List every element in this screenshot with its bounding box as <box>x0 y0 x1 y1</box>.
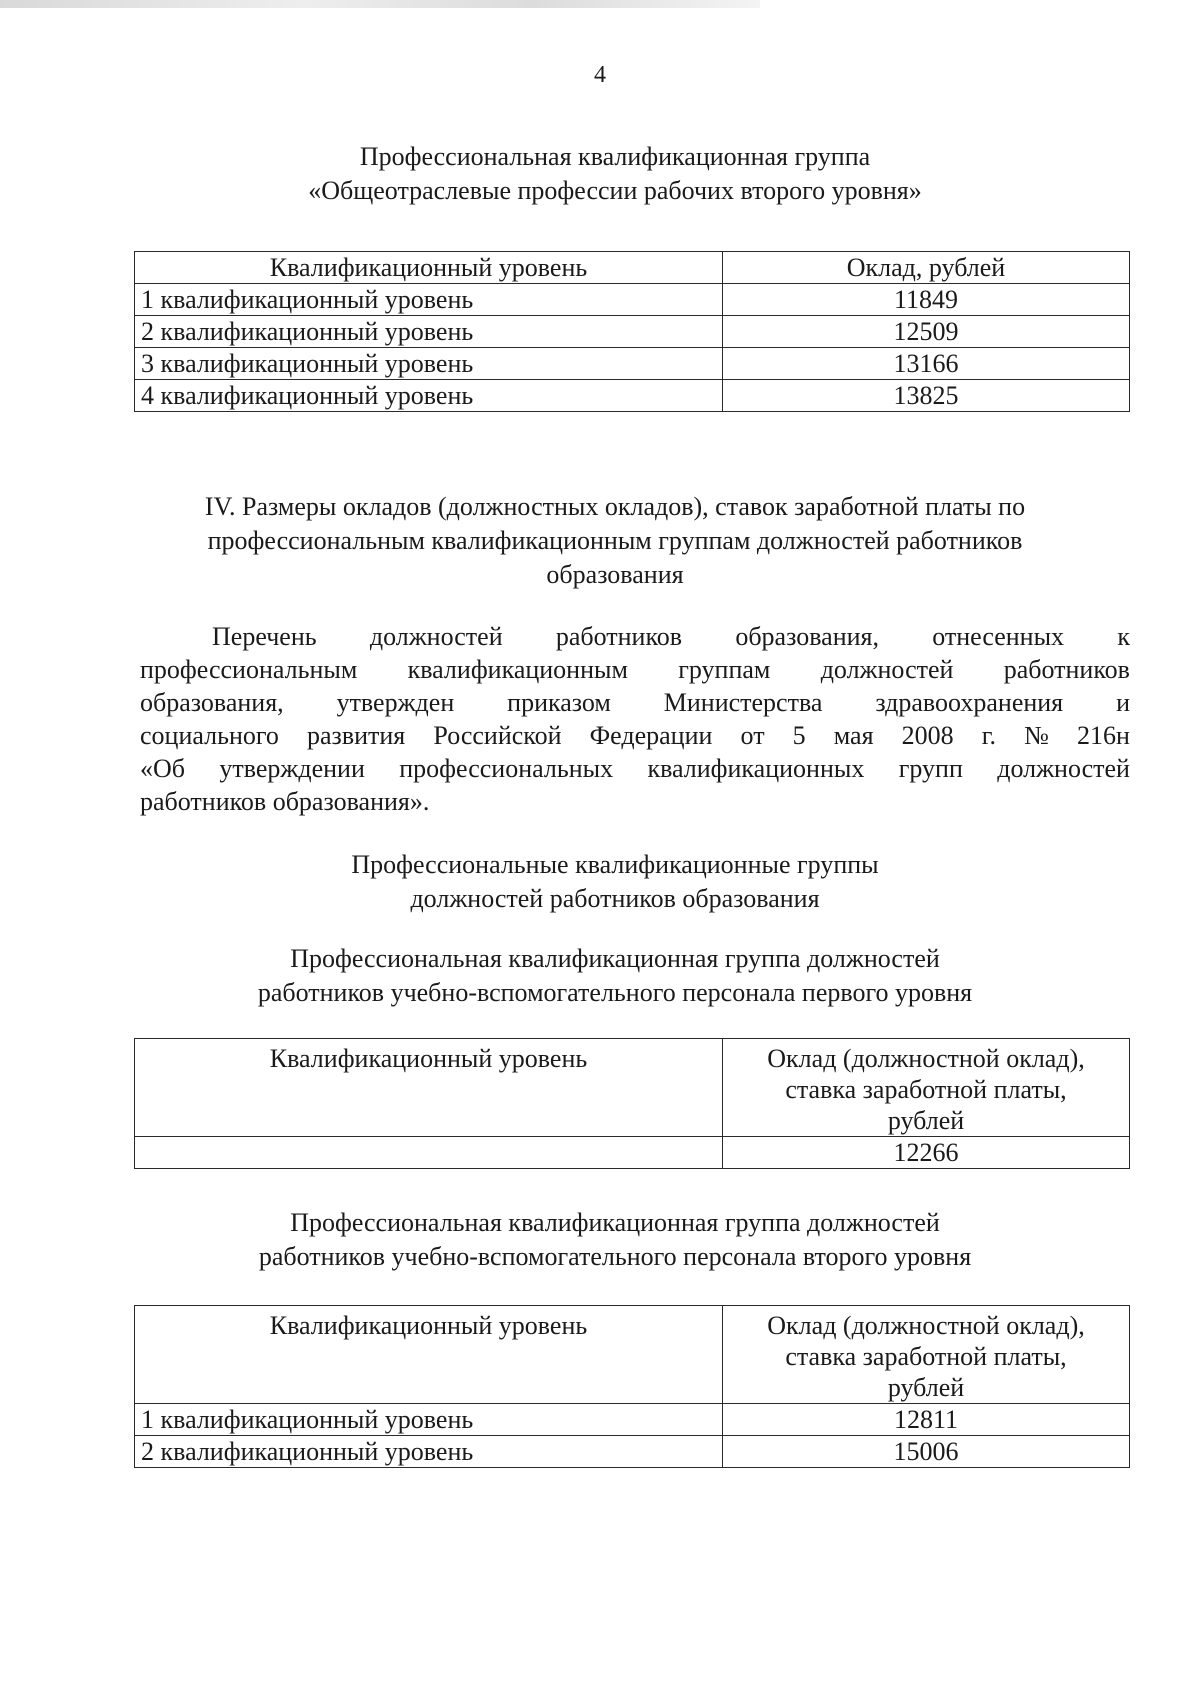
header-salary-line: рублей <box>887 1373 965 1402</box>
word: развития <box>307 721 406 750</box>
header-salary-line: рублей <box>887 1106 965 1135</box>
header-salary: Оклад, рублей <box>723 252 1130 284</box>
table-row <box>135 1137 1130 1169</box>
cell-salary: 12811 <box>723 1404 1130 1436</box>
section4-paragraph <box>140 620 1130 818</box>
header-level: Квалификационный уровень <box>135 252 723 284</box>
cell-level: 4 квалификационный уровень <box>135 380 723 412</box>
group2-title-line: Профессиональная квалификационная группа должностей <box>290 944 940 973</box>
section4-title-line: образования <box>546 560 684 589</box>
paragraph-line <box>140 719 1130 752</box>
header-salary-line: Оклад (должностной оклад), <box>767 1044 1085 1073</box>
group3-title-line: Профессиональная квалификационная группа должностей <box>290 1208 940 1237</box>
word: образования, <box>140 688 284 717</box>
scan-edge-artifact <box>0 0 760 8</box>
word: Министерства <box>663 688 823 717</box>
cell-level <box>135 1137 723 1169</box>
group3-table <box>134 1305 1130 1468</box>
paragraph-line <box>140 653 1130 686</box>
cell-level: 1 квалификационный уровень <box>135 1404 723 1436</box>
word: от <box>740 721 765 750</box>
header-salary-line: ставка заработной платы, <box>785 1075 1067 1104</box>
word: должностей <box>820 655 954 684</box>
word: квалификационных <box>647 754 865 783</box>
word: утвержден <box>336 688 455 717</box>
table-header-row <box>135 1306 1130 1404</box>
header-salary <box>723 1306 1130 1404</box>
word: должностей <box>997 754 1130 783</box>
cell-salary: 15006 <box>723 1436 1130 1468</box>
table-header-row <box>135 252 1130 284</box>
word: здравоохранения <box>875 688 1064 717</box>
header-level: Квалификационный уровень <box>135 1039 723 1137</box>
group1-table <box>134 251 1130 412</box>
word: группам <box>678 655 771 684</box>
cell-salary: 12266 <box>723 1137 1130 1169</box>
table-row <box>135 316 1130 348</box>
group2-table <box>134 1038 1130 1169</box>
word: работников <box>555 622 683 651</box>
word: Перечень <box>212 622 317 651</box>
word: профессиональным <box>140 655 358 684</box>
groups-heading-line: Профессиональные квалификационные группы <box>351 850 879 879</box>
cell-level: 1 квалификационный уровень <box>135 284 723 316</box>
paragraph-line <box>140 752 1130 785</box>
table-row <box>135 348 1130 380</box>
cell-level: 3 квалификационный уровень <box>135 348 723 380</box>
cell-salary: 13825 <box>723 380 1130 412</box>
table-row <box>135 284 1130 316</box>
word: и <box>1116 688 1130 717</box>
cell-level: 2 квалификационный уровень <box>135 316 723 348</box>
section4-title <box>100 490 1130 592</box>
group1-title-line: «Общеотраслевые профессии рабочих второго уровня» <box>308 176 922 205</box>
table-row <box>135 380 1130 412</box>
word: Российской <box>433 721 562 750</box>
table-header-row <box>135 1039 1130 1137</box>
cell-level: 2 квалификационный уровень <box>135 1436 723 1468</box>
table-row <box>135 1404 1130 1436</box>
word: квалификационным <box>407 655 628 684</box>
groups-heading-line: должностей работников образования <box>410 884 820 913</box>
word: отнесенных <box>932 622 1065 651</box>
word: утверждении <box>219 754 365 783</box>
paragraph-last-line: работников образования». <box>140 787 430 816</box>
word: 2008 <box>901 721 954 750</box>
word: г. <box>981 721 997 750</box>
word: образования, <box>735 622 879 651</box>
word: к <box>1117 622 1130 651</box>
section4-title-line: IV. Размеры окладов (должностных окладов), ставок заработной платы по <box>204 492 1026 521</box>
header-level: Квалификационный уровень <box>135 1306 723 1404</box>
word: работников <box>1003 655 1130 684</box>
group2-title <box>100 942 1130 1010</box>
groups-heading <box>100 848 1130 916</box>
page-number: 4 <box>594 62 606 88</box>
group1-title <box>100 140 1130 208</box>
word: «Об <box>140 754 186 783</box>
word: групп <box>898 754 963 783</box>
word: приказом <box>507 688 611 717</box>
header-salary-line: Оклад (должностной оклад), <box>767 1311 1085 1340</box>
cell-salary: 11849 <box>723 284 1130 316</box>
table-row <box>135 1436 1130 1468</box>
group3-title-line: работников учебно-вспомогательного персонала второго уровня <box>258 1242 972 1271</box>
word: профессиональных <box>399 754 614 783</box>
word: должностей <box>369 622 503 651</box>
word: № <box>1024 721 1049 750</box>
group3-title <box>100 1206 1130 1274</box>
word: мая <box>833 721 874 750</box>
word: 216н <box>1077 721 1130 750</box>
header-salary <box>723 1039 1130 1137</box>
cell-salary: 12509 <box>723 316 1130 348</box>
paragraph-line <box>140 686 1130 719</box>
word: социального <box>140 721 279 750</box>
word: 5 <box>792 721 806 750</box>
paragraph-line <box>140 620 1130 653</box>
header-salary-line: ставка заработной платы, <box>785 1342 1067 1371</box>
cell-salary: 13166 <box>723 348 1130 380</box>
word: Федерации <box>589 721 713 750</box>
section4-title-line: профессиональным квалификационным группам должностей работников <box>207 526 1023 555</box>
group1-title-line: Профессиональная квалификационная группа <box>359 142 871 171</box>
group2-title-line: работников учебно-вспомогательного персонала первого уровня <box>257 978 973 1007</box>
